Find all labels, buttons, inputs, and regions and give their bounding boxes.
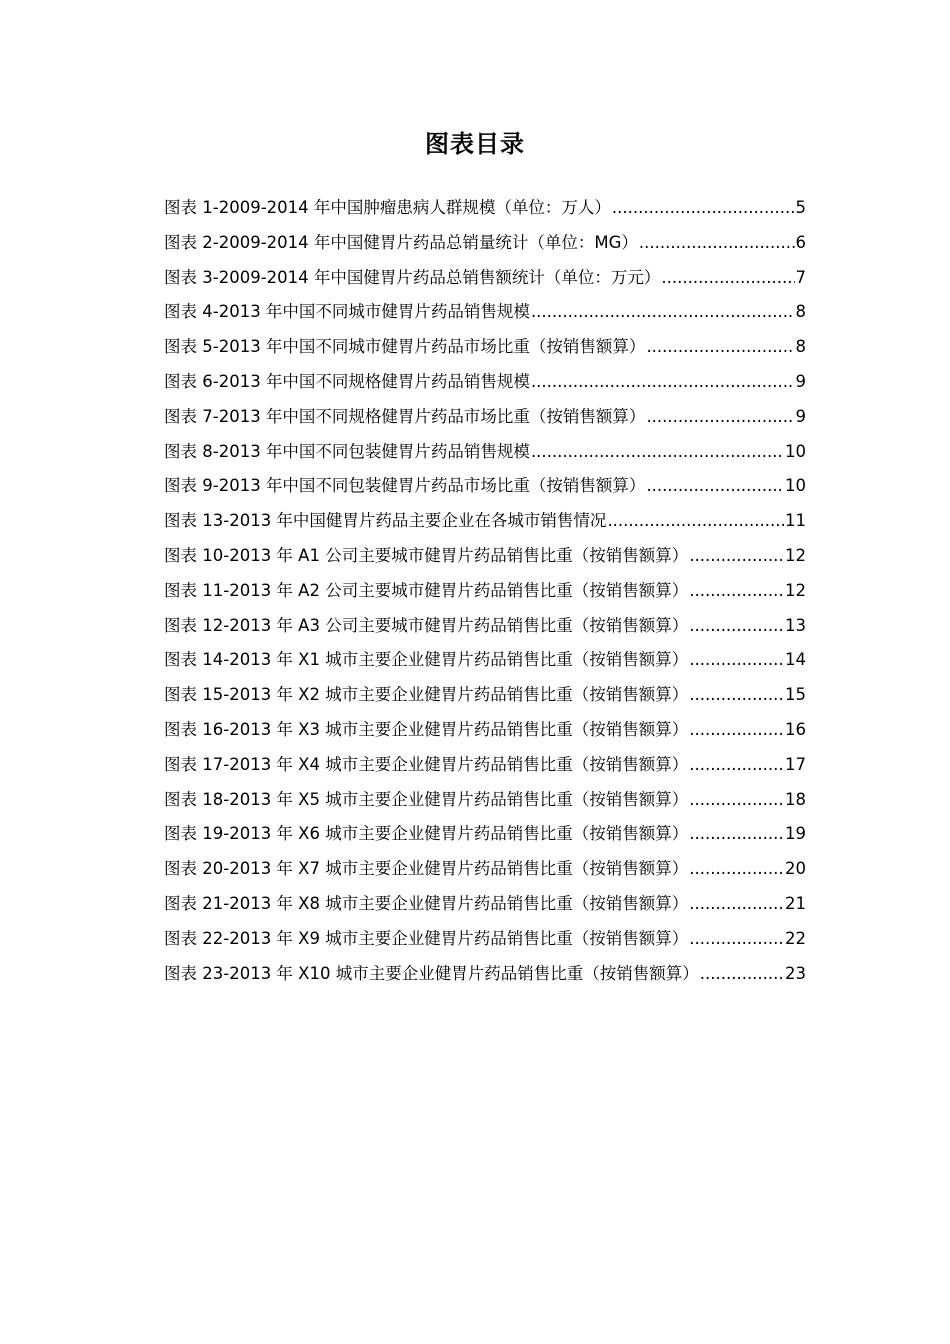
toc-entry[interactable] [164,194,806,229]
toc-entry[interactable] [164,612,806,647]
page-title: 图表目录 [425,130,525,158]
toc-entry-label: 图表 6-2013 年中国不同规格健胃片药品销售规模 [164,371,530,391]
toc-entry-page-number: 23 [785,963,806,983]
dot-leader [689,824,784,843]
toc-entry-label: 图表 12-2013 年 A3 公司主要城市健胃片药品销售比重（按销售额算） [164,615,689,635]
toc-entry-label: 图表 7-2013 年中国不同规格健胃片药品市场比重（按销售额算） [164,406,646,426]
dot-leader [661,268,794,287]
toc-entry[interactable] [164,751,806,786]
dot-leader [689,650,784,669]
toc-entry[interactable] [164,820,806,855]
toc-entry-page-number: 7 [795,267,806,287]
toc-entry[interactable] [164,264,806,299]
dot-leader [689,894,784,913]
toc-entry-label: 图表 13-2013 年中国健胃片药品主要企业在各城市销售情况 [164,511,607,531]
dot-leader [689,685,784,704]
dot-leader [689,755,784,774]
toc-entry-page-number: 8 [795,337,806,357]
toc-entry-label: 图表 19-2013 年 X6 城市主要企业健胃片药品销售比重（按销售额算） [164,824,689,844]
toc-entry[interactable] [164,368,806,403]
toc-entry-page-number: 17 [785,754,806,774]
figure-toc-list [164,194,806,994]
toc-entry[interactable] [164,716,806,751]
toc-entry[interactable] [164,472,806,507]
toc-entry-page-number: 13 [785,615,806,635]
toc-entry[interactable] [164,960,806,995]
dot-leader [689,790,784,809]
toc-entry-label: 图表 10-2013 年 A1 公司主要城市健胃片药品销售比重（按销售额算） [164,545,689,565]
toc-entry[interactable] [164,890,806,925]
toc-entry-label: 图表 22-2013 年 X9 城市主要企业健胃片药品销售比重（按销售额算） [164,928,689,948]
toc-entry-page-number: 20 [785,859,806,879]
toc-entry-page-number: 22 [785,928,806,948]
toc-entry-page-number: 12 [785,545,806,565]
toc-entry-page-number: 19 [785,824,806,844]
dot-leader [700,964,784,983]
toc-entry[interactable] [164,542,806,577]
toc-entry[interactable] [164,925,806,960]
toc-entry[interactable] [164,298,806,333]
dot-leader [639,233,795,252]
toc-entry-page-number: 14 [785,650,806,670]
toc-entry[interactable] [164,229,806,264]
toc-entry-page-number: 18 [785,789,806,809]
dot-leader [689,546,784,565]
toc-entry-page-number: 11 [785,511,806,531]
toc-entry-page-number: 21 [785,893,806,913]
dot-leader [531,372,795,391]
toc-entry-page-number: 5 [795,198,806,217]
dot-leader [531,442,784,461]
toc-entry-label: 图表 2-2009-2014 年中国健胃片药品总销量统计（单位：MG） [164,232,638,252]
toc-entry-label: 图表 20-2013 年 X7 城市主要企业健胃片药品销售比重（按销售额算） [164,859,689,879]
dot-leader [607,511,784,530]
toc-entry-label: 图表 17-2013 年 X4 城市主要企业健胃片药品销售比重（按销售额算） [164,754,689,774]
toc-entry[interactable] [164,577,806,612]
toc-entry-label: 图表 5-2013 年中国不同城市健胃片药品市场比重（按销售额算） [164,337,646,357]
dot-leader [646,476,784,495]
dot-leader [531,302,795,321]
dot-leader [689,929,784,948]
toc-entry-label: 图表 16-2013 年 X3 城市主要企业健胃片药品销售比重（按销售额算） [164,719,689,739]
toc-entry-page-number: 10 [785,441,806,461]
toc-entry-label: 图表 18-2013 年 X5 城市主要企业健胃片药品销售比重（按销售额算） [164,789,689,809]
toc-entry-page-number: 15 [785,685,806,705]
toc-entry[interactable] [164,855,806,890]
toc-entry-label: 图表 3-2009-2014 年中国健胃片药品总销售额统计（单位：万元） [164,267,661,287]
toc-entry[interactable] [164,646,806,681]
toc-entry-label: 图表 11-2013 年 A2 公司主要城市健胃片药品销售比重（按销售额算） [164,580,689,600]
toc-entry-page-number: 8 [795,302,806,322]
toc-entry[interactable] [164,681,806,716]
dot-leader [689,859,784,878]
dot-leader [612,198,795,217]
toc-entry-label: 图表 9-2013 年中国不同包装健胃片药品市场比重（按销售额算） [164,476,646,496]
toc-entry[interactable] [164,786,806,821]
toc-entry-page-number: 9 [795,371,806,391]
toc-entry-page-number: 10 [785,476,806,496]
toc-entry-label: 图表 21-2013 年 X8 城市主要企业健胃片药品销售比重（按销售额算） [164,893,689,913]
toc-entry-label: 图表 8-2013 年中国不同包装健胃片药品销售规模 [164,441,530,461]
toc-entry-label: 图表 23-2013 年 X10 城市主要企业健胃片药品销售比重（按销售额算） [164,963,699,983]
toc-entry[interactable] [164,403,806,438]
toc-entry-page-number: 12 [785,580,806,600]
dot-leader [689,581,784,600]
toc-entry-page-number: 16 [785,719,806,739]
toc-entry-label: 图表 1-2009-2014 年中国肿瘤患病人群规模（单位：万人） [164,198,611,217]
toc-entry[interactable] [164,333,806,368]
toc-entry-page-number: 6 [795,232,806,252]
toc-entry[interactable] [164,507,806,542]
toc-entry-label: 图表 4-2013 年中国不同城市健胃片药品销售规模 [164,302,530,322]
toc-entry-label: 图表 15-2013 年 X2 城市主要企业健胃片药品销售比重（按销售额算） [164,685,689,705]
dot-leader [689,720,784,739]
dot-leader [646,407,794,426]
toc-entry-page-number: 9 [795,406,806,426]
dot-leader [646,337,794,356]
dot-leader [689,616,784,635]
toc-entry[interactable] [164,438,806,473]
toc-entry-label: 图表 14-2013 年 X1 城市主要企业健胃片药品销售比重（按销售额算） [164,650,689,670]
